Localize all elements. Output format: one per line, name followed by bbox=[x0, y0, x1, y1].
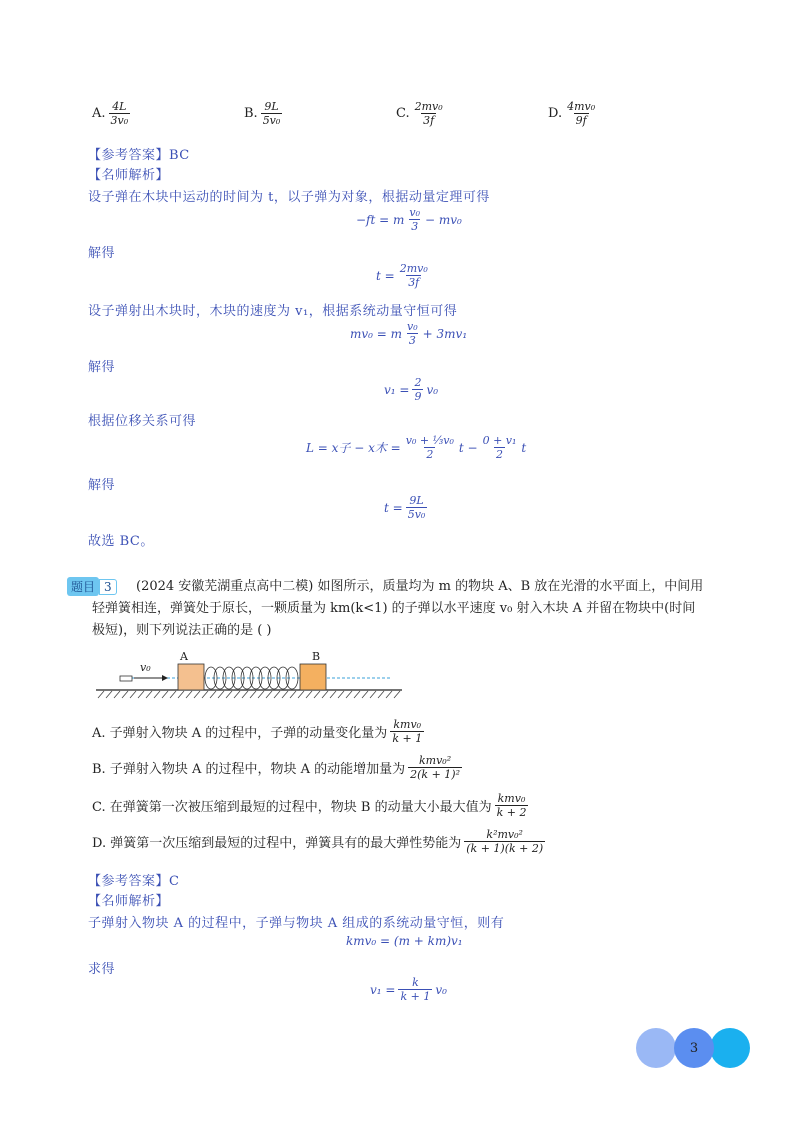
frac-den: 2 bbox=[496, 448, 503, 461]
frac-den: 3 bbox=[411, 220, 419, 233]
q3-option-d bbox=[92, 828, 548, 855]
option-b bbox=[244, 100, 285, 127]
question-stem-line: 极短)，则下列说法正确的是 ( ) bbox=[92, 623, 272, 638]
spring-block-figure bbox=[92, 646, 412, 702]
jie-de: 解得 bbox=[88, 246, 116, 261]
frac-den: 5v₀ bbox=[262, 114, 281, 127]
frac-den: 3f bbox=[408, 276, 420, 289]
eq-part: v₁ = bbox=[384, 382, 410, 397]
jie-de: 解得 bbox=[88, 360, 116, 375]
equation-5 bbox=[306, 434, 526, 461]
equation-2 bbox=[376, 262, 433, 289]
answer-label: 【参考答案】C bbox=[88, 874, 180, 889]
question-number: 3 bbox=[99, 579, 117, 595]
frac-num: kmv₀ bbox=[393, 718, 422, 731]
option-letter: C. bbox=[396, 106, 410, 121]
frac-num: kmv₀ bbox=[497, 792, 526, 805]
block-a-label: A bbox=[180, 650, 188, 663]
frac-den: k + 2 bbox=[496, 806, 527, 819]
velocity-label: v₀ bbox=[140, 661, 151, 674]
question-tag-label: 题目 bbox=[67, 577, 99, 596]
option-text: D. 弹簧第一次压缩到最短的过程中，弹簧具有的最大弹性势能为 bbox=[92, 836, 462, 851]
option-a bbox=[92, 100, 133, 127]
analysis-line: 根据位移关系可得 bbox=[88, 414, 197, 429]
option-letter: B. bbox=[244, 106, 258, 121]
option-text: C. 在弹簧第一次被压缩到最短的过程中，物块 B 的动量大小最大值为 bbox=[92, 800, 492, 815]
frac-den: 9f bbox=[575, 114, 587, 127]
eq-part: t bbox=[521, 440, 527, 455]
page-number: 3 bbox=[674, 1028, 714, 1068]
qiu-de: 求得 bbox=[88, 962, 116, 977]
block-a bbox=[178, 664, 204, 690]
analysis-line: 子弹射入物块 A 的过程中，子弹与物块 A 组成的系统动量守恒，则有 bbox=[88, 916, 505, 931]
option-letter: D. bbox=[548, 106, 563, 121]
eq-part: v₁ = bbox=[370, 982, 396, 997]
analysis-label: 【名师解析】 bbox=[88, 168, 170, 183]
frac-num: 2mv₀ bbox=[414, 100, 443, 113]
eq-part: v₀ bbox=[435, 982, 447, 997]
equation-v1 bbox=[370, 976, 447, 1003]
equation-6 bbox=[384, 494, 430, 521]
frac-num: 2 bbox=[414, 376, 422, 389]
eq-part: t = bbox=[376, 268, 395, 283]
block-b-label: B bbox=[312, 650, 321, 663]
eq-part: −ft = m bbox=[356, 212, 405, 227]
frac-num: v₀ bbox=[409, 206, 421, 219]
frac-den: k + 1 bbox=[392, 732, 423, 745]
conclusion: 故选 BC。 bbox=[88, 534, 154, 549]
equation-momentum: kmv₀ = (m + km)v₁ bbox=[346, 934, 463, 948]
q3-option-c bbox=[92, 792, 531, 819]
equation-1 bbox=[356, 206, 462, 233]
eq-part: L = x子 − x木 = bbox=[306, 441, 401, 455]
frac-num: k²mv₀² bbox=[486, 828, 523, 841]
jie-de: 解得 bbox=[88, 478, 116, 493]
bullet-icon bbox=[120, 676, 132, 681]
question-stem-line: (2024 安徽芜湖重点高中二模) 如图所示，质量均为 m 的物块 A、B 放在光滑的水平面上，中间用 bbox=[136, 579, 704, 594]
analysis-line: 设子弹射出木块时，木块的速度为 v₁，根据系统动量守恒可得 bbox=[88, 304, 458, 319]
frac-den: (k + 1)(k + 2) bbox=[466, 842, 544, 855]
frac-num: 0 + v₁ bbox=[482, 434, 517, 447]
equation-3 bbox=[350, 320, 467, 347]
eq-part: v₀ bbox=[426, 382, 439, 397]
frac-den: 3v₀ bbox=[110, 114, 129, 127]
frac-num: 9L bbox=[409, 494, 424, 507]
question-tag bbox=[67, 577, 117, 596]
question-stem-line: 轻弹簧相连，弹簧处于原长，一颗质量为 km(k<1) 的子弹以水平速度 v₀ 射入木块 A 并留在物块中(时间 bbox=[92, 601, 696, 616]
q3-option-a bbox=[92, 718, 427, 745]
analysis-label: 【名师解析】 bbox=[88, 894, 170, 909]
frac-den: 3f bbox=[423, 114, 435, 127]
option-text: A. 子弹射入物块 A 的过程中，子弹的动量变化量为 bbox=[92, 726, 388, 741]
option-text: B. 子弹射入物块 A 的过程中，物块 A 的动能增加量为 bbox=[92, 762, 406, 777]
frac-den: 3 bbox=[408, 334, 416, 347]
analysis-line: 设子弹在木块中运动的时间为 t，以子弹为对象，根据动量定理可得 bbox=[88, 190, 490, 205]
eq-part: t = bbox=[384, 500, 403, 515]
frac-den: 2(k + 1)² bbox=[410, 768, 460, 781]
frac-den: 2 bbox=[426, 448, 434, 461]
answer-label: 【参考答案】BC bbox=[88, 148, 190, 163]
frac-den: 9 bbox=[414, 390, 422, 403]
footer-circle-left bbox=[636, 1028, 676, 1068]
block-b bbox=[300, 664, 326, 690]
frac-num: 4L bbox=[112, 100, 127, 113]
frac-num: v₀ bbox=[407, 320, 418, 333]
frac-num: 9L bbox=[264, 100, 279, 113]
option-letter: A. bbox=[92, 106, 106, 121]
frac-num: 4mv₀ bbox=[567, 100, 596, 113]
eq-part: mv₀ = m bbox=[350, 326, 403, 341]
eq-part: − mv₀ bbox=[425, 212, 462, 227]
frac-den: k + 1 bbox=[400, 990, 431, 1003]
eq-part: + 3mv₁ bbox=[422, 326, 468, 341]
eq-part: t − bbox=[458, 440, 478, 455]
frac-num: 2mv₀ bbox=[399, 262, 428, 275]
frac-num: k bbox=[412, 976, 419, 989]
footer-circle-right bbox=[710, 1028, 750, 1068]
frac-num: kmv₀² bbox=[418, 754, 452, 767]
option-d bbox=[548, 100, 600, 127]
equation-4 bbox=[384, 376, 438, 403]
frac-num: v₀ + ⅓v₀ bbox=[405, 434, 454, 447]
frac-den: 5v₀ bbox=[407, 508, 426, 521]
q3-option-b bbox=[92, 754, 465, 781]
option-c bbox=[396, 100, 448, 127]
